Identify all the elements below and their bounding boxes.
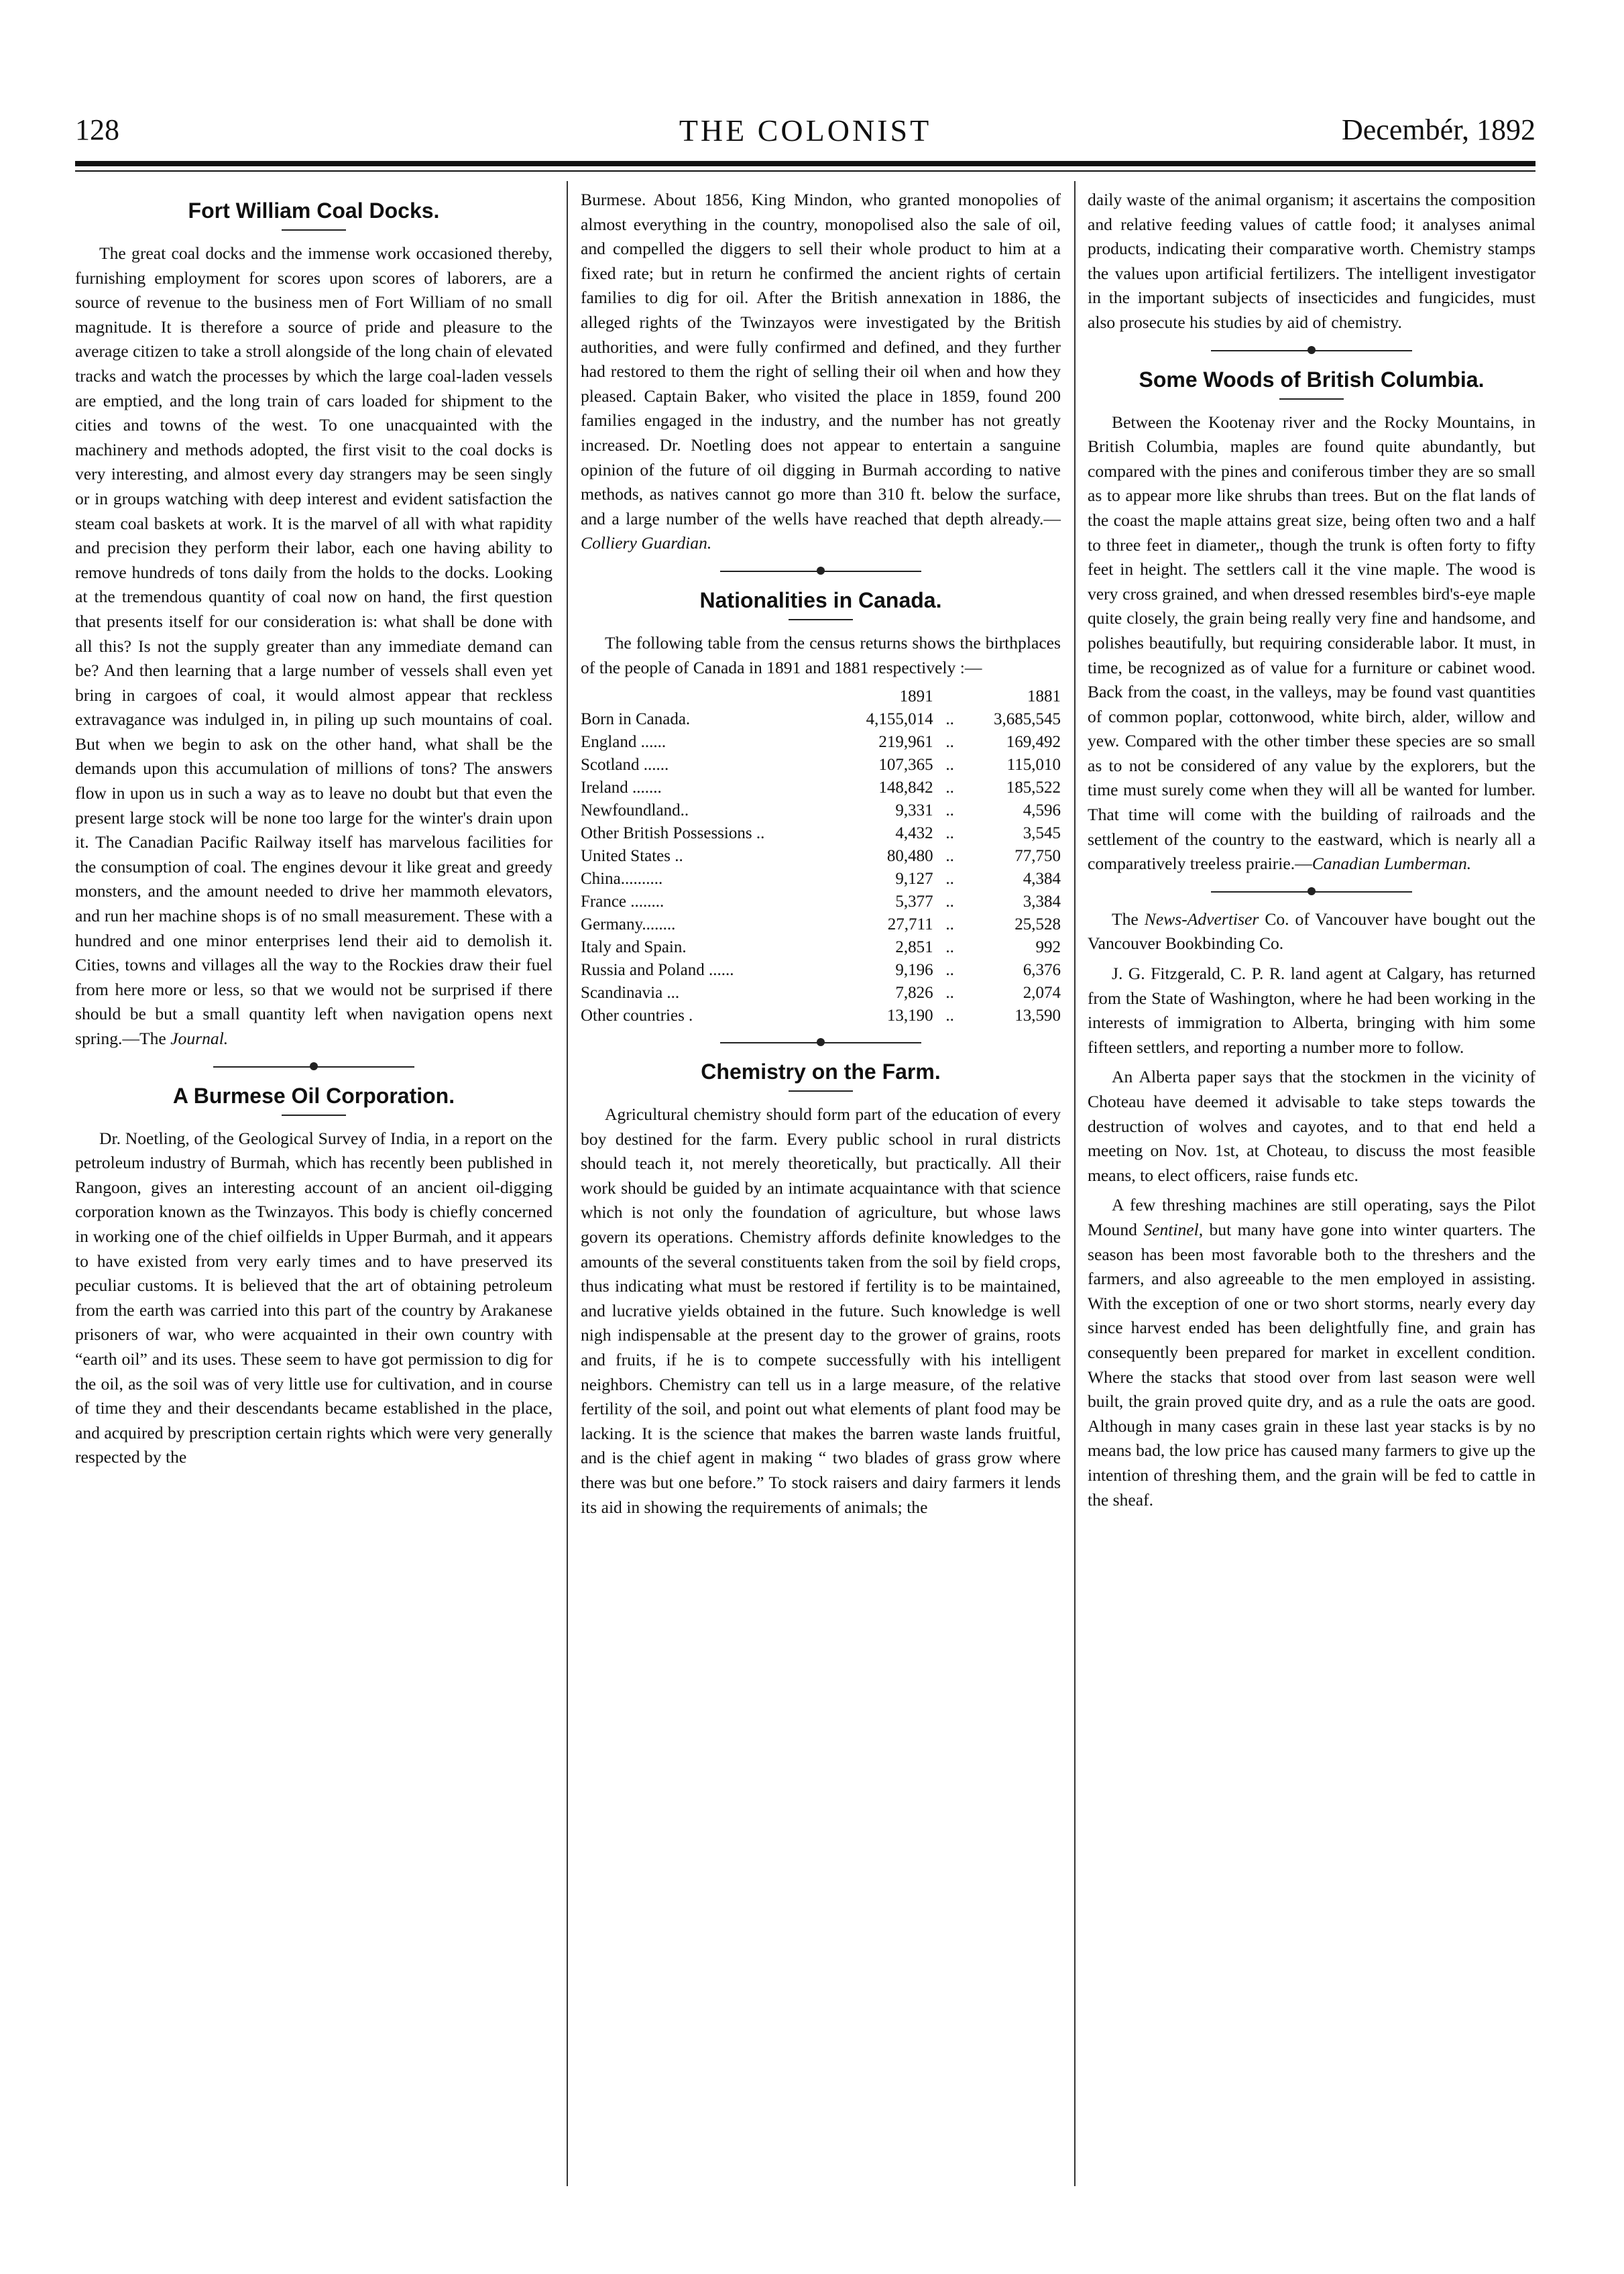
birthplace-cell: Born in Canada. (581, 710, 691, 729)
table-row (581, 777, 1061, 799)
header-rule-thin (75, 170, 1535, 172)
article-paragraph: Burmese. About 1856, King Mindon, who granted monopolies of almost everything in the country, monopolised also the sale of oil, and compelled the diggers to sell their whole product to him at a fixed rate; but in return he confirmed the ancient rights of certain families to dig for oil. After the British annexation in 1886, the alleged rights of the Twinzayos were investigated by the British authorities, and were fully confirmed and defined, and they further had restored to them the right of selling their oil when and how they pleased. Captain Baker, who visited the place in 1859, found 200 families engaged in the industry, and the number has not greatly increased. Dr. Noetling does not appear to entertain a sanguine opinion of the future of oil digging in Burmah according to native methods, as natives cannot go more than 310 ft. below the surface, and a large number of the wells have reached that depth already.—Colliery Guardian. (581, 190, 1061, 553)
masthead (75, 113, 1535, 166)
table-row (581, 982, 1061, 1005)
birthplace-cell: Scotland ...... (581, 756, 669, 775)
title-underline (282, 229, 346, 231)
news-item: A few threshing machines are still operating, says the Pilot Mound Sentinel, but many have gone into winter quarters. The season has been most favorable both to the threshers and the farmers, and also agreeable to the men employed in assisting. With the exception of one or two short storms, nearly every day since harvest ended has been delightfully fine, and grain has consequently been prepared for market in excellent condition. Where the stacks that stood over from last season were well built, the grain proved quite dry, and as a rule the oats are good. Although in many cases grain in these last year stacks is by no means bad, the low price has caused many farmers to give up the intention of threshing them, and the grain will be fed to cattle in the sheaf. (1088, 1195, 1535, 1510)
article-paragraph: Between the Kootenay river and the Rocky Mountains, in British Columbia, maples are found quite abundantly, but compared with the pines and coniferous timber they are so small as to appear more like shrubs than trees. But on the flat lands of the coast the maple attains great size, being often two and a half to three feet in diameter,, though the trunk is often forty to fifty feet in height. The settlers call it the vine maple. The wood is very cross grained, and when dressed resembles bird's-eye maple quite closely, the grain being really very fine and handsome, and polishes beautifully, but requiring considerable labor. It must, in time, be recognized as of value for a furniture or cabinet wood. Back from the coast, in the valleys, may be found vast quantities of common poplar, cottonwood, white birch, alder, willow and yew. Compared with the other timber these species are so small as to not be considered of any value by the explorers, but the time must surely come when they will all be wanted for lumber. That time will come with the building of railroads and the settlement of the country to the eastward, which is nearly all a comparatively treeless prairie.—Canadian Lumberman. (1088, 412, 1535, 874)
leader-dots: .. (945, 870, 954, 889)
publication-title: THE COLONIST (679, 113, 932, 148)
value-1891-cell: 4,432 (895, 824, 933, 843)
table-row (581, 868, 1061, 891)
value-1891-cell: 7,826 (895, 984, 933, 1003)
leader-dots: .. (945, 915, 954, 934)
value-1891-cell: 80,480 (886, 847, 933, 866)
article-paragraph: The great coal docks and the immense work occasioned thereby, furnishing employment for scores upon scores of laborers, are a source of revenue to the business men of Fort William of no small magnitude. It is therefore a source of pride and pleasure to the average citizen to take a stroll alongside of the long chain of elevated tracks and watch the processes by which the large coal-laden vessels are emptied, and the long train of cars loaded for shipment to the cities and towns of the west. To one unacquainted with the machinery and methods adopted, the first visit to the coal docks is very interesting, and almost every day strangers may be seen singly or in groups watching with deep interest and evident satisfaction the steam coal baskets at work. It is the marvel of all with what rapidity and precision they perform their labor, each one having ability to remove hundreds of tons daily from the holds to the docks. Looking at the tremendous quantity of coal now on hand, the first question that presents itself for our consideration is: what shall be done with all this? Is not the supply greater than any immediate demand can be? And then learning that a large number of vessels shall even yet bring in cargoes of coal, it would almost appear that reckless extravagance was indulged in, in piling up such mountains of coal. But when we begin to ask on the other hand, what shall be the demands upon this accumulation of millions of tons? The answers flow in upon us in such a way as to leave no doubt but that even the present large stock will be none too large for the winter's drain upon it. The Canadian Pacific Railway itself has marvelous facilities for the consumption of coal. The engines devour it like great and greedy monsters, and the amount needed to drive her mammoth elevators, and run her machine shops is of no small measurement. These with a hundred and one minor enterprises lend their aid to demolish it. Cities, towns and villages all the way to the Rockies draw their fuel from here more or less, so that we would not be surprised if there should be but a small quantity left when navigation opens next spring.—The Journal. (75, 243, 553, 1048)
column-divider (1074, 181, 1076, 2186)
table-row (581, 845, 1061, 868)
birthplace-cell: China.......... (581, 870, 663, 889)
leader-dots: .. (945, 801, 954, 820)
value-1891-cell: 2,851 (895, 938, 933, 957)
column-header: 1891 (899, 687, 933, 706)
leader-dots: .. (945, 984, 954, 1003)
value-1881-cell: 115,010 (1006, 756, 1061, 775)
header-rule-thick (75, 161, 1535, 166)
birthplace-cell: Italy and Spain. (581, 938, 687, 957)
section-separator (1211, 346, 1412, 355)
birthplace-cell: Other British Possessions .. (581, 824, 765, 843)
value-1891-cell: 9,196 (895, 961, 933, 980)
leader-dots: .. (945, 961, 954, 980)
table-row (581, 1005, 1061, 1027)
value-1891-cell: 5,377 (895, 893, 933, 911)
title-underline (789, 619, 853, 620)
birthplace-cell: France ........ (581, 893, 664, 911)
value-1891-cell: 107,365 (878, 756, 933, 775)
leader-dots: .. (945, 710, 954, 729)
article-title: Nationalities in Canada. (699, 587, 942, 612)
value-1881-cell: 13,590 (1014, 1007, 1061, 1025)
article-title: A Burmese Oil Corporation. (172, 1083, 455, 1108)
value-1881-cell: 3,545 (1023, 824, 1061, 843)
value-1881-cell: 185,522 (1006, 779, 1061, 797)
article-paragraph: daily waste of the animal organism; it ascertains the composition and relative feeding values of cattle food; it analyses animal products, indicating their comparative worth. Chemistry stamps the values upon artificial fertilizers. The intelligent investigator in the important subjects of insecticides and fungicides, must also prosecute his studies by aid of chemistry. (1088, 190, 1535, 332)
column-2 (581, 188, 1061, 1525)
value-1891-cell: 13,190 (886, 1007, 933, 1025)
birthplace-cell: United States .. (581, 847, 683, 866)
table-row (581, 913, 1061, 936)
table-row (581, 708, 1061, 731)
value-1881-cell: 992 (1035, 938, 1061, 957)
value-1891-cell: 4,155,014 (866, 710, 933, 729)
table-intro: The following table from the census returns shows the birthplaces of the people of Canada in 1891 and 1881 respectively :— (581, 632, 1061, 677)
value-1881-cell: 169,492 (1006, 733, 1061, 752)
birthplace-cell: Scandinavia ... (581, 984, 680, 1003)
news-item: J. G. Fitzgerald, C. P. R. land agent at Calgary, has returned from the State of Washington, where he had been working in the interests of immigration to Alberta, bringing with him some fifteen settlers, and reporting a number more to follow. (1088, 964, 1535, 1057)
value-1881-cell: 77,750 (1014, 847, 1061, 866)
table-row (581, 891, 1061, 913)
article-source: Journal. (170, 1029, 229, 1048)
birthplace-cell: England ...... (581, 733, 666, 752)
leader-dots: .. (945, 756, 954, 775)
section-separator (720, 1038, 921, 1047)
value-1891-cell: 219,961 (878, 733, 933, 752)
table-row (581, 731, 1061, 754)
table-row (581, 822, 1061, 845)
value-1891-cell: 148,842 (878, 779, 933, 797)
table-row (581, 754, 1061, 777)
value-1881-cell: 4,384 (1023, 870, 1061, 889)
leader-dots: .. (945, 893, 954, 911)
section-separator (720, 567, 921, 576)
birthplace-cell: Germany........ (581, 915, 676, 934)
value-1891-cell: 9,331 (895, 801, 933, 820)
nationalities-table (581, 685, 1061, 1027)
birthplace-cell: Ireland ....... (581, 779, 662, 797)
value-1891-cell: 9,127 (895, 870, 933, 889)
table-row (581, 959, 1061, 982)
article-title: Fort William Coal Docks. (188, 198, 440, 223)
value-1881-cell: 3,384 (1023, 893, 1061, 911)
leader-dots: .. (945, 847, 954, 866)
column-3 (1088, 188, 1535, 1518)
value-1881-cell: 6,376 (1023, 961, 1061, 980)
value-1881-cell: 2,074 (1023, 984, 1061, 1003)
leader-dots: .. (945, 1007, 954, 1025)
value-1881-cell: 25,528 (1014, 915, 1061, 934)
section-separator (213, 1062, 414, 1072)
article-paragraph: Dr. Noetling, of the Geological Survey of India, in a report on the petroleum industry of Burmah, which has recently been published in Rangoon, gives an interesting account of an ancient oil-digging corporation known as the Twinzayos. This body is chiefly concerned in working one of the chief oilfields in Upper Burmah, and it appears to have existed from very early times and to have preserved its peculiar customs. It is believed that the art of obtaining petroleum from the earth was carried into this part of the country by Arakanese prisoners of war, who were acquainted in their own country with “earth oil” and its uses. These seem to have got permission to dig for the oil, as the soil was of very little use for cultivation, and in course of time they and their descendants became established in the place, and acquired by prescription certain rights which were very generally respected by the (75, 1128, 553, 1467)
birthplace-cell: Other countries . (581, 1007, 693, 1025)
news-items (1088, 907, 1535, 1512)
news-item: An Alberta paper says that the stockmen in the vicinity of Choteau have deemed it advisable to take steps towards the destruction of wolves and cayotes, and to that end held a meeting on Nov. 1st, at Choteau, to discuss the most feasible means, to elect officers, raise funds etc. (1088, 1067, 1535, 1185)
leader-dots: .. (945, 779, 954, 797)
leader-dots: .. (945, 938, 954, 957)
column-1 (75, 188, 553, 1475)
section-separator (1211, 887, 1412, 897)
title-underline (1279, 398, 1344, 400)
table-row (581, 799, 1061, 822)
column-header: 1881 (1027, 687, 1061, 706)
value-1881-cell: 4,596 (1023, 801, 1061, 820)
leader-dots: .. (945, 733, 954, 752)
table-row (581, 936, 1061, 959)
table-header-row (581, 685, 1061, 708)
column-divider (567, 181, 568, 2186)
article-title: Some Woods of British Columbia. (1139, 367, 1485, 392)
article-title: Chemistry on the Farm. (701, 1060, 941, 1084)
title-underline (282, 1115, 346, 1116)
article-paragraph: Agricultural chemistry should form part of the education of every boy destined for the farm. Every public school in rural districts should teach it, not merely theoretically, but practically. All their work should be guided by an intimate acquaintance with that science which is not only the foundation of agriculture, but whose laws govern its operations. Chemistry affords definite knowledges to the amounts of the several constituents taken from the soil by field crops, thus indicating what must be restored if fertility is to be maintained, and lucrative yields obtained in the future. Such knowledge is well nigh indispensable at the present day to the grower of grains, roots and fruits, if he is to compete successfully with his intelligent neighbors. Chemistry can tell us in a large measure, of the relative fertility of the soil, and point out what elements of plant food may be lacking. It is the science that makes the barren waste lands fruitful, and is the chief agent in making “ two blades of grass grow where there was but one before.” To stock raisers and dairy farmers it lends its aid in showing the requirements of animals; the (581, 1104, 1061, 1517)
leader-dots: .. (945, 824, 954, 843)
value-1891-cell: 27,711 (887, 915, 933, 934)
news-item: The News-Advertiser Co. of Vancouver have bought out the Vancouver Bookbinding Co. (1088, 909, 1535, 954)
birthplace-cell: Russia and Poland ...... (581, 961, 734, 980)
birthplace-cell: Newfoundland.. (581, 801, 689, 820)
issue-date: Decembér, 1892 (1341, 113, 1535, 146)
page-number: 128 (75, 113, 119, 146)
title-underline (789, 1090, 853, 1092)
value-1881-cell: 3,685,545 (994, 710, 1061, 729)
article-source: Canadian Lumberman. (1312, 854, 1472, 874)
article-source: Colliery Guardian. (581, 533, 712, 553)
